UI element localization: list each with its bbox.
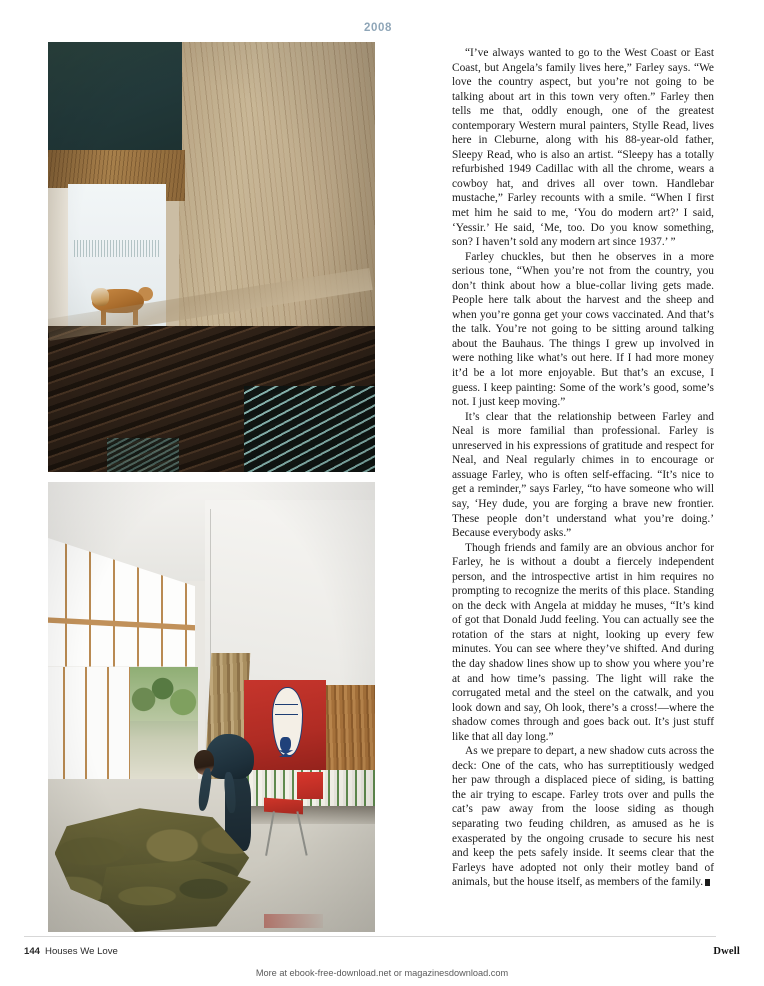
article-paragraph: Farley chuckles, but then he observes in a more serious tone, “When you’re not from the country, you don’t think about how a blue-collar living gets made. People here talk about the harvest and the sheep and when you’re gonna get your cows vaccinated. And that’s the talk. You’re not going to be sitting around talking about the Bauhaus. The things I grew up involved in were nothing like what’s out here. If I had more money it’d be a lot more enjoyable. But that’s an excuse, I guess. I keep painting: Some of the work’s good, some’s not. I just keep moving.” (452, 250, 714, 409)
article-paragraph: “I’ve always wanted to go to the West Coast or East Coast, but Angela’s family lives here,” Farley says. “We love the country aspect, but you’re not going to be talking about art in this town very often.” Farley then tells me that, oddly enough, one of the greatest contemporary Western mural painters, Stylle Read, lives here in Cleburne, along with his 88-year-old father, Sleepy Read, who is also an artist. “Sleepy has a totally refurbished 1949 Cadillac with all the chrome, wears a cowboy hat, and drives all over town. Handlebar mustache,” Farley recounts with a smile. “When I first met him he said to me, ‘You do modern art?’ I said, ‘Yessir.’ He said, ‘Me, too. Do you know something, son? I haven’t sold any modern art since 1937.’ ” (452, 47, 714, 249)
page-year-label: 2008 (364, 22, 392, 34)
end-mark-icon (705, 879, 710, 886)
article-paragraph-text: As we prepare to depart, a new shadow cuts across the deck: One of the cats, who has surreptitiously wedged her paw through a displaced piece of siding, is batting the air trying to escape. Farley trots over and pulls the cat’s paw away from the loose siding as though separating two feuding children, as amused as he is exasperated by the ongoing crusade to secure his nest and keep the pets safely inside. It seems clear that the Farleys have adopted not only their motley band of animals, but the house itself, as members of the family. (452, 745, 714, 889)
photo-stairwell-with-dog (48, 42, 375, 472)
photo-vignette (48, 482, 375, 932)
page-number: 144 (24, 946, 41, 957)
section-title: Houses We Love (45, 946, 118, 957)
footer-left (24, 946, 118, 957)
watermark-text: More at ebook-free-download.net or magazinesdownload.com (255, 968, 509, 978)
article-paragraph: It’s clear that the relationship between Farley and Neal is more familial than professional. Farley is unreserved in his expressions of gratitude and respect for Neal, and Neal regularly chimes in to encourage or assuage Farley, who is often self-effacing. “It’s nice to get a reminder,” says Farley, “to have someone who will say, ‘Hey dude, you are forging a brave new frontier. These people don’t understand what you’re doing.’ Because everybody asks.” (452, 410, 714, 540)
photo-column (48, 42, 375, 932)
photo-vignette (48, 42, 375, 472)
footer-divider (24, 936, 716, 937)
article-paragraph-final (452, 744, 714, 889)
article-paragraph: Though friends and family are an obvious anchor for Farley, he is without a doubt a fiercely independent person, and the introspective artist in him requires no prompting to recognize the merits of this place. Standing on the deck with Angela at midday he muses, “It’s kind of got that Donald Judd feeling. You can actually see the rotation of the stars at night, looking up every few minutes. You can see where they’ve shifted. And during the day shadow lines show up to show you where you’re at and how time’s passing. The light will rake the corrugated metal and the steel on the catwalk, and you look down and say, Oh look, there’s a cross!—where the shadow comes through and goes back out. It’s just stuff like that all day long.” (452, 541, 714, 743)
article-text-column (452, 46, 714, 890)
photo-studio-interior (48, 482, 375, 932)
magazine-brand: Dwell (713, 946, 740, 957)
